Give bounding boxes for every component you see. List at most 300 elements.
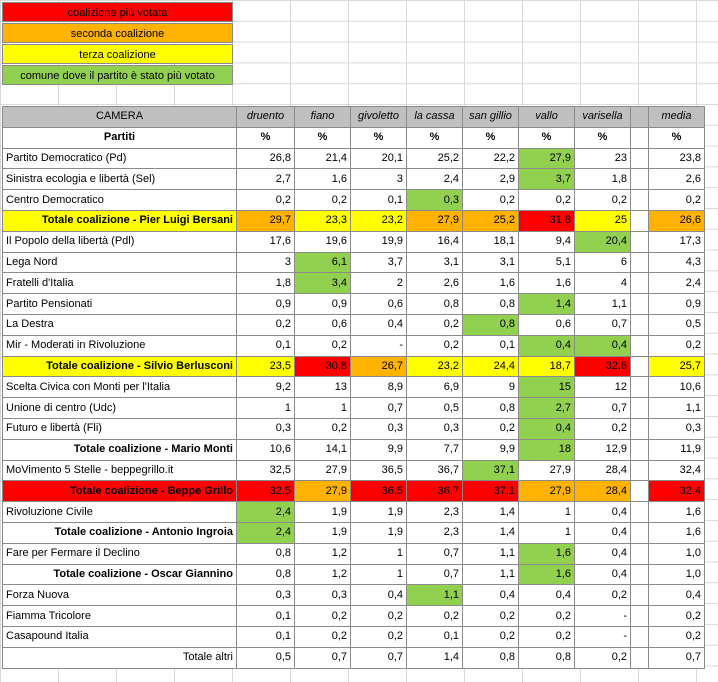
vote-percent-cell: 1,6	[295, 169, 351, 190]
party-row	[3, 460, 705, 481]
media-cell: 0,7	[649, 647, 705, 668]
gap-cell	[631, 169, 649, 190]
vote-percent-cell: 28,4	[575, 460, 631, 481]
gap-cell	[631, 647, 649, 668]
vote-percent-cell: 0,2	[295, 626, 351, 647]
vote-percent-cell: 24,4	[463, 356, 519, 377]
vote-percent-cell: 0,4	[575, 564, 631, 585]
vote-percent-cell: 1,8	[237, 273, 295, 294]
gap-cell	[631, 314, 649, 335]
unit-header: %	[295, 127, 351, 148]
vote-percent-cell: 37,1	[463, 460, 519, 481]
party-label: Rivoluzione Civile	[3, 502, 237, 523]
vote-percent-cell: 17,6	[237, 231, 295, 252]
party-label: Centro Democratico	[3, 190, 237, 211]
vote-percent-cell: 2	[351, 273, 407, 294]
party-label: Casapound Italia	[3, 626, 237, 647]
party-row	[3, 585, 705, 606]
vote-percent-cell: 0,2	[407, 335, 463, 356]
vote-percent-cell: 1	[351, 564, 407, 585]
gap-cell	[631, 252, 649, 273]
party-label: Il Popolo della libertà (Pdl)	[3, 231, 237, 252]
vote-percent-cell: 1,2	[295, 543, 351, 564]
party-label: Totale coalizione - Mario Monti	[3, 439, 237, 460]
vote-percent-cell: 1	[519, 522, 575, 543]
vote-percent-cell: 0,7	[407, 543, 463, 564]
vote-percent-cell: 0,3	[237, 418, 295, 439]
legend-first-coalition: coalizione più votata	[2, 2, 233, 22]
party-row	[3, 148, 705, 169]
vote-percent-cell: 2,3	[407, 522, 463, 543]
vote-percent-cell: 3,7	[351, 252, 407, 273]
vote-percent-cell: 1,6	[463, 273, 519, 294]
vote-percent-cell: 12	[575, 377, 631, 398]
vote-percent-cell: 0,4	[351, 314, 407, 335]
media-cell: 1,1	[649, 398, 705, 419]
vote-percent-cell: 2,4	[237, 522, 295, 543]
vote-percent-cell: 8,9	[351, 377, 407, 398]
vote-percent-cell: 31,8	[519, 210, 575, 231]
vote-percent-cell: 0,2	[407, 606, 463, 627]
vote-percent-cell: 20,4	[575, 231, 631, 252]
subheader-row	[3, 127, 705, 148]
party-label: Lega Nord	[3, 252, 237, 273]
vote-percent-cell: -	[575, 606, 631, 627]
legend	[2, 2, 233, 86]
media-header: media	[649, 107, 705, 128]
media-cell: 1,6	[649, 522, 705, 543]
vote-percent-cell: 27,9	[295, 460, 351, 481]
vote-percent-cell: 1	[237, 398, 295, 419]
vote-percent-cell: 1	[351, 543, 407, 564]
gap-cell	[631, 273, 649, 294]
coalition-total-row	[3, 210, 705, 231]
gap-cell	[631, 231, 649, 252]
vote-percent-cell: 18,7	[519, 356, 575, 377]
vote-percent-cell: 1,9	[351, 502, 407, 523]
party-row	[3, 294, 705, 315]
vote-percent-cell: 0,2	[575, 190, 631, 211]
media-cell: 0,4	[649, 585, 705, 606]
town-header: varisella	[575, 107, 631, 128]
town-header: la cassa	[407, 107, 463, 128]
town-header: fiano	[295, 107, 351, 128]
party-label: Forza Nuova	[3, 585, 237, 606]
party-row	[3, 273, 705, 294]
vote-percent-cell: 30,8	[295, 356, 351, 377]
vote-percent-cell: 0,4	[519, 335, 575, 356]
vote-percent-cell: 4	[575, 273, 631, 294]
vote-percent-cell: 0,1	[237, 626, 295, 647]
vote-percent-cell: 1,1	[575, 294, 631, 315]
legend-top-town: comune dove il partito è stato più votato	[2, 65, 233, 85]
party-label: La Destra	[3, 314, 237, 335]
party-label: Fiamma Tricolore	[3, 606, 237, 627]
legend-second-coalition: seconda coalizione	[2, 23, 233, 43]
vote-percent-cell: 9,9	[463, 439, 519, 460]
vote-percent-cell: 0,9	[237, 294, 295, 315]
vote-percent-cell: 19,9	[351, 231, 407, 252]
gap-cell	[631, 543, 649, 564]
town-header: vallo	[519, 107, 575, 128]
media-cell: 0,2	[649, 626, 705, 647]
party-row	[3, 418, 705, 439]
coalition-total-row	[3, 439, 705, 460]
vote-percent-cell: 0,4	[519, 585, 575, 606]
vote-percent-cell: 0,3	[295, 585, 351, 606]
party-row	[3, 543, 705, 564]
vote-percent-cell: 0,4	[351, 585, 407, 606]
media-cell: 10,6	[649, 377, 705, 398]
party-label: Fare per Fermare il Declino	[3, 543, 237, 564]
vote-percent-cell: 3,1	[463, 252, 519, 273]
vote-percent-cell: 0,4	[575, 335, 631, 356]
vote-percent-cell: 37,1	[463, 481, 519, 502]
vote-percent-cell: 1,6	[519, 564, 575, 585]
vote-percent-cell: 1,1	[463, 543, 519, 564]
coalition-total-row	[3, 481, 705, 502]
vote-percent-cell: 0,3	[237, 585, 295, 606]
vote-percent-cell: 25,2	[407, 148, 463, 169]
vote-percent-cell: 0,2	[575, 585, 631, 606]
vote-percent-cell: 23,2	[351, 210, 407, 231]
vote-percent-cell: 0,2	[351, 626, 407, 647]
party-row	[3, 626, 705, 647]
vote-percent-cell: 0,9	[295, 294, 351, 315]
party-label: Totale coalizione - Silvio Berlusconi	[3, 356, 237, 377]
vote-percent-cell: 0,3	[407, 190, 463, 211]
vote-percent-cell: 3,4	[295, 273, 351, 294]
vote-percent-cell: 23	[575, 148, 631, 169]
vote-percent-cell: 14,1	[295, 439, 351, 460]
vote-percent-cell: 22,2	[463, 148, 519, 169]
vote-percent-cell: 1,1	[463, 564, 519, 585]
unit-header: %	[237, 127, 295, 148]
vote-percent-cell: 0,6	[351, 294, 407, 315]
vote-percent-cell: 2,9	[463, 169, 519, 190]
vote-percent-cell: 1,4	[463, 522, 519, 543]
vote-percent-cell: 0,2	[295, 606, 351, 627]
vote-percent-cell: 0,4	[575, 543, 631, 564]
vote-percent-cell: 0,8	[407, 294, 463, 315]
party-row	[3, 314, 705, 335]
gap-cell	[631, 481, 649, 502]
vote-percent-cell: 9,2	[237, 377, 295, 398]
party-row	[3, 169, 705, 190]
vote-percent-cell: 0,3	[351, 418, 407, 439]
vote-percent-cell: 1,4	[463, 502, 519, 523]
vote-percent-cell: 25	[575, 210, 631, 231]
gap-cell	[631, 460, 649, 481]
town-header: druento	[237, 107, 295, 128]
vote-percent-cell: 26,8	[237, 148, 295, 169]
vote-percent-cell: 23,2	[407, 356, 463, 377]
vote-percent-cell: 36,7	[407, 481, 463, 502]
unit-header: %	[519, 127, 575, 148]
media-cell: 0,2	[649, 606, 705, 627]
vote-percent-cell: 6,1	[295, 252, 351, 273]
gap-cell	[631, 356, 649, 377]
vote-percent-cell: 32,5	[237, 481, 295, 502]
vote-percent-cell: 0,1	[237, 335, 295, 356]
gap-cell	[631, 210, 649, 231]
gap-cell	[631, 294, 649, 315]
media-cell: 25,7	[649, 356, 705, 377]
vote-percent-cell: 9,4	[519, 231, 575, 252]
vote-percent-cell: 15	[519, 377, 575, 398]
vote-percent-cell: 6,9	[407, 377, 463, 398]
vote-percent-cell: 12,9	[575, 439, 631, 460]
vote-percent-cell: 25,2	[463, 210, 519, 231]
party-label: Scelta Civica con Monti per l'Italia	[3, 377, 237, 398]
vote-percent-cell: 0,8	[463, 294, 519, 315]
vote-percent-cell: 32,5	[237, 460, 295, 481]
vote-percent-cell: 0,2	[519, 626, 575, 647]
vote-percent-cell: 20,1	[351, 148, 407, 169]
vote-percent-cell: 2,4	[237, 502, 295, 523]
media-cell: 11,9	[649, 439, 705, 460]
unit-header: %	[407, 127, 463, 148]
vote-percent-cell: 1	[519, 502, 575, 523]
party-label: Futuro e libertà (Fli)	[3, 418, 237, 439]
party-label: Sinistra ecologia e libertà (Sel)	[3, 169, 237, 190]
vote-percent-cell: -	[575, 626, 631, 647]
party-label: MoVimento 5 Stelle - beppegrillo.it	[3, 460, 237, 481]
vote-percent-cell: 1,4	[407, 647, 463, 668]
gap-cell	[631, 626, 649, 647]
vote-percent-cell: 23,3	[295, 210, 351, 231]
vote-percent-cell: 3	[351, 169, 407, 190]
party-row	[3, 252, 705, 273]
vote-percent-cell: 0,8	[237, 564, 295, 585]
legend-third-coalition: terza coalizione	[2, 44, 233, 64]
vote-percent-cell: 1,6	[519, 273, 575, 294]
unit-header: %	[351, 127, 407, 148]
gap-cell	[631, 127, 649, 148]
vote-percent-cell: 36,5	[351, 460, 407, 481]
media-cell: 32,4	[649, 460, 705, 481]
vote-percent-cell: 0,2	[237, 190, 295, 211]
vote-percent-cell: 19,6	[295, 231, 351, 252]
vote-percent-cell: 5,1	[519, 252, 575, 273]
vote-percent-cell: 2,7	[519, 398, 575, 419]
vote-percent-cell: 0,2	[407, 314, 463, 335]
media-cell: 23,8	[649, 148, 705, 169]
vote-percent-cell: 9	[463, 377, 519, 398]
gap-cell	[631, 148, 649, 169]
gap-cell	[631, 585, 649, 606]
vote-percent-cell: 0,8	[463, 647, 519, 668]
vote-percent-cell: 1,9	[295, 502, 351, 523]
vote-percent-cell: 3	[237, 252, 295, 273]
media-cell: 0,9	[649, 294, 705, 315]
vote-percent-cell: 28,4	[575, 481, 631, 502]
vote-percent-cell: 0,6	[519, 314, 575, 335]
party-row	[3, 190, 705, 211]
vote-percent-cell: 27,9	[519, 148, 575, 169]
media-cell: 0,5	[649, 314, 705, 335]
gap-cell	[631, 418, 649, 439]
media-cell: 0,2	[649, 335, 705, 356]
vote-percent-cell: 21,4	[295, 148, 351, 169]
vote-percent-cell: 26,7	[351, 356, 407, 377]
vote-percent-cell: 0,2	[519, 190, 575, 211]
vote-percent-cell: 23,5	[237, 356, 295, 377]
vote-percent-cell: 0,2	[295, 335, 351, 356]
vote-percent-cell: 0,2	[351, 606, 407, 627]
vote-percent-cell: 0,4	[575, 522, 631, 543]
gap-cell	[631, 522, 649, 543]
vote-percent-cell: 10,6	[237, 439, 295, 460]
vote-percent-cell: 0,7	[407, 564, 463, 585]
vote-percent-cell: 16,4	[407, 231, 463, 252]
vote-percent-cell: 1,2	[295, 564, 351, 585]
party-label: Fratelli d'Italia	[3, 273, 237, 294]
vote-percent-cell: 27,9	[519, 460, 575, 481]
town-header: givoletto	[351, 107, 407, 128]
header-row	[3, 107, 705, 128]
vote-percent-cell: 1,1	[407, 585, 463, 606]
vote-percent-cell: 3,1	[407, 252, 463, 273]
vote-percent-cell: 0,2	[575, 647, 631, 668]
media-cell: 2,6	[649, 169, 705, 190]
vote-percent-cell: 27,9	[519, 481, 575, 502]
vote-percent-cell: 0,2	[463, 626, 519, 647]
gap-cell	[631, 377, 649, 398]
vote-percent-cell: 0,4	[463, 585, 519, 606]
vote-percent-cell: 0,7	[351, 647, 407, 668]
vote-percent-cell: 0,8	[463, 314, 519, 335]
unit-header: %	[463, 127, 519, 148]
media-cell: 1,6	[649, 502, 705, 523]
gap-cell	[631, 335, 649, 356]
vote-percent-cell: 0,1	[463, 335, 519, 356]
party-row	[3, 377, 705, 398]
vote-percent-cell: 2,6	[407, 273, 463, 294]
vote-percent-cell: 2,7	[237, 169, 295, 190]
party-row	[3, 606, 705, 627]
unit-header: %	[649, 127, 705, 148]
vote-percent-cell: 0,7	[575, 314, 631, 335]
vote-percent-cell: 18,1	[463, 231, 519, 252]
vote-percent-cell: 27,9	[407, 210, 463, 231]
vote-percent-cell: 29,7	[237, 210, 295, 231]
vote-percent-cell: 0,5	[407, 398, 463, 419]
media-cell: 26,6	[649, 210, 705, 231]
gap-cell	[631, 606, 649, 627]
party-label: Unione di centro (Udc)	[3, 398, 237, 419]
partiti-header: Partiti	[3, 127, 237, 148]
gap-cell	[631, 107, 649, 128]
vote-percent-cell: 0,2	[295, 190, 351, 211]
vote-percent-cell: 0,2	[519, 606, 575, 627]
vote-percent-cell: 0,1	[407, 626, 463, 647]
vote-percent-cell: 0,7	[351, 398, 407, 419]
party-label: Mir - Moderati in Rivoluzione	[3, 335, 237, 356]
media-cell: 0,2	[649, 190, 705, 211]
party-row	[3, 335, 705, 356]
vote-percent-cell: 0,2	[463, 190, 519, 211]
vote-percent-cell: 0,2	[295, 418, 351, 439]
coalition-total-row	[3, 522, 705, 543]
town-header: san gillio	[463, 107, 519, 128]
party-row	[3, 231, 705, 252]
vote-percent-cell: 0,2	[237, 314, 295, 335]
vote-percent-cell: 0,6	[295, 314, 351, 335]
media-cell: 1,0	[649, 543, 705, 564]
coalition-total-row	[3, 564, 705, 585]
vote-percent-cell: 36,7	[407, 460, 463, 481]
vote-percent-cell: 2,3	[407, 502, 463, 523]
gap-cell	[631, 398, 649, 419]
vote-percent-cell: 0,4	[519, 418, 575, 439]
vote-percent-cell: 0,8	[463, 398, 519, 419]
party-label: Totale coalizione - Oscar Giannino	[3, 564, 237, 585]
media-cell: 1,0	[649, 564, 705, 585]
vote-percent-cell: 0,2	[575, 418, 631, 439]
vote-percent-cell: 7,7	[407, 439, 463, 460]
vote-percent-cell: 0,8	[519, 647, 575, 668]
media-cell: 4,3	[649, 252, 705, 273]
gap-cell	[631, 190, 649, 211]
media-cell: 2,4	[649, 273, 705, 294]
vote-percent-cell: 0,5	[237, 647, 295, 668]
vote-percent-cell: 0,1	[351, 190, 407, 211]
vote-percent-cell: 36,5	[351, 481, 407, 502]
vote-percent-cell: 18	[519, 439, 575, 460]
media-cell: 32,4	[649, 481, 705, 502]
vote-percent-cell: 6	[575, 252, 631, 273]
party-label: Totale coalizione - Antonio Ingroia	[3, 522, 237, 543]
vote-percent-cell: 27,9	[295, 481, 351, 502]
vote-percent-cell: 0,2	[463, 606, 519, 627]
gap-cell	[631, 502, 649, 523]
vote-percent-cell: -	[351, 335, 407, 356]
party-label: Totale coalizione - Pier Luigi Bersani	[3, 210, 237, 231]
vote-percent-cell: 32,6	[575, 356, 631, 377]
vote-percent-cell: 0,7	[575, 398, 631, 419]
camera-header: CAMERA	[3, 107, 237, 128]
vote-percent-cell: 1,8	[575, 169, 631, 190]
vote-percent-cell: 1,4	[519, 294, 575, 315]
vote-percent-cell: 1	[295, 398, 351, 419]
vote-percent-cell: 0,8	[237, 543, 295, 564]
vote-percent-cell: 0,3	[407, 418, 463, 439]
vote-percent-cell: 0,4	[575, 502, 631, 523]
vote-percent-cell: 3,7	[519, 169, 575, 190]
vote-percent-cell: 9,9	[351, 439, 407, 460]
vote-percent-cell: 0,1	[237, 606, 295, 627]
vote-percent-cell: 2,4	[407, 169, 463, 190]
party-label: Totale coalizione - Beppe Grillo	[3, 481, 237, 502]
party-label: Partito Democratico (Pd)	[3, 148, 237, 169]
vote-percent-cell: 0,2	[463, 418, 519, 439]
vote-percent-cell: 1,6	[519, 543, 575, 564]
party-label: Totale altri	[3, 647, 237, 668]
party-row	[3, 502, 705, 523]
unit-header: %	[575, 127, 631, 148]
results-table	[2, 106, 705, 669]
gap-cell	[631, 564, 649, 585]
vote-percent-cell: 0,7	[295, 647, 351, 668]
gap-cell	[631, 439, 649, 460]
media-cell: 17,3	[649, 231, 705, 252]
media-cell: 0,3	[649, 418, 705, 439]
vote-percent-cell: 1,9	[351, 522, 407, 543]
vote-percent-cell: 13	[295, 377, 351, 398]
party-row	[3, 398, 705, 419]
vote-percent-cell: 1,9	[295, 522, 351, 543]
